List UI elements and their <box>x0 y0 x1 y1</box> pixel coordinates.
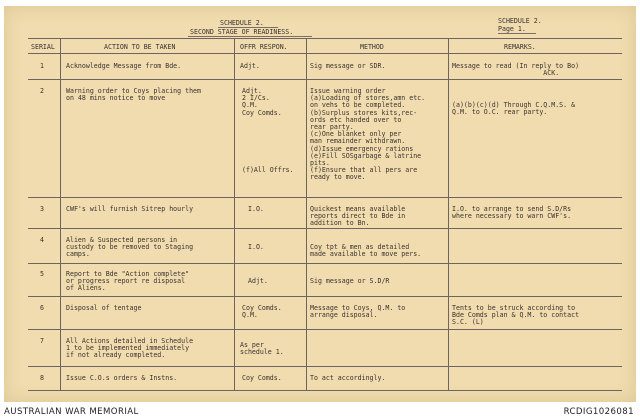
row-border <box>28 79 622 80</box>
row-responsible: I.O. <box>248 243 264 251</box>
row-method: Message to Coys, Q.M. to arrange disposal. <box>310 304 406 320</box>
column-header-responsible: OFFR RESPON. <box>240 43 288 51</box>
column-divider <box>306 38 307 390</box>
row-action: Warning order to Coys placing them on 48 mins notice to move <box>66 87 201 103</box>
row-serial: 8 <box>40 374 44 382</box>
column-divider <box>60 38 61 390</box>
row-responsible: Adjt. <box>248 277 268 285</box>
row-responsible: As per schedule 1. <box>240 341 284 357</box>
row-remarks: Tents to be struck according to Bde Comds plan & Q.M. to contact S.C. (L) <box>452 304 580 327</box>
row-remarks: Message to read (In reply to Bo) ACK. <box>452 62 580 78</box>
schedule-subtitle: SECOND STAGE OF READINESS. <box>190 28 294 36</box>
row-border <box>28 366 622 367</box>
row-action: Alien & Suspected persons in custody to be removed to Staging camps. <box>66 236 194 259</box>
row-action: Acknowledge Message from Bde. <box>66 62 182 70</box>
footer-reference: RCDIG1026081 <box>563 407 634 417</box>
row-serial: 4 <box>40 236 44 244</box>
table-top-border <box>28 38 622 39</box>
table-bottom-border <box>28 390 622 391</box>
subtitle-underline <box>188 36 312 37</box>
row-serial: 6 <box>40 304 44 312</box>
row-responsible: Adjt. <box>240 62 260 70</box>
row-method: Issue warning order (a)Loading of stores,amn etc. on vehs to be completed. (b)Surplus stores kits,rec- ords etc handed over to rear party. (c)One blanket only per man remainder withdrawn. (d)Issue emergency rations (e)Fill SOSgarbage & latrine pits. (f)Ensure that all pers are ready to move. <box>310 87 426 182</box>
row-remarks: (a)(b)(c)(d) Through C.Q.M.S. & Q.M. to O.C. rear party. <box>452 101 576 117</box>
row-action: CWF's will furnish Sitrep hourly <box>66 205 194 213</box>
header-row-border <box>28 53 622 54</box>
row-serial: 5 <box>40 270 44 278</box>
reference-schedule: SCHEDULE 2. <box>498 17 542 25</box>
row-border <box>28 228 622 229</box>
row-serial: 2 <box>40 87 44 95</box>
row-action: Report to Bde "Action complete" or progress report re disposal of Aliens. <box>66 270 190 293</box>
row-remarks: I.O. to arrange to send S.D/Rs where necessary to warn CWF's. <box>452 205 572 221</box>
row-method: Sig message or SDR. <box>310 62 386 70</box>
column-divider <box>448 38 449 390</box>
row-responsible: Adjt. 2 I/Cs. Q.M. Coy Comds. (f)All Offrs. <box>242 87 294 175</box>
row-border <box>28 263 622 264</box>
row-action: All Actions detailed in Schedule 1 to be implemented immediately if not already completed. <box>66 337 194 360</box>
row-responsible: I.O. <box>248 205 264 213</box>
row-method: Sig message or S.D/R <box>310 277 390 285</box>
row-serial: 7 <box>40 337 44 345</box>
column-header-serial: SERIAL <box>31 43 55 51</box>
row-method: Quickest means available reports direct to Bde in addition to Bn. <box>310 205 406 228</box>
reference-page: Page 1. <box>498 25 526 33</box>
row-action: Issue C.O.s orders & Instns. <box>66 374 178 382</box>
archive-footer <box>0 402 640 420</box>
footer-institution: AUSTRALIAN WAR MEMORIAL <box>4 407 139 417</box>
schedule-title: SCHEDULE 2. <box>220 19 264 27</box>
column-divider <box>234 38 235 390</box>
document-page <box>4 6 636 402</box>
row-method: To act accordingly. <box>310 374 386 382</box>
row-border <box>28 296 622 297</box>
row-border <box>28 329 622 330</box>
column-header-method: METHOD <box>360 43 384 51</box>
row-serial: 1 <box>40 62 44 70</box>
row-serial: 3 <box>40 205 44 213</box>
column-header-action: ACTION TO BE TAKEN <box>104 43 176 51</box>
row-responsible: Coy Comds. <box>242 374 282 382</box>
row-border <box>28 197 622 198</box>
row-action: Disposal of tentage <box>66 304 142 312</box>
row-responsible: Coy Comds. Q.M. <box>242 304 282 320</box>
page-underline <box>498 33 536 34</box>
column-header-remarks: REMARKS. <box>504 43 536 51</box>
row-method: Coy tpt & men as detailed made available to move pers. <box>310 243 422 259</box>
